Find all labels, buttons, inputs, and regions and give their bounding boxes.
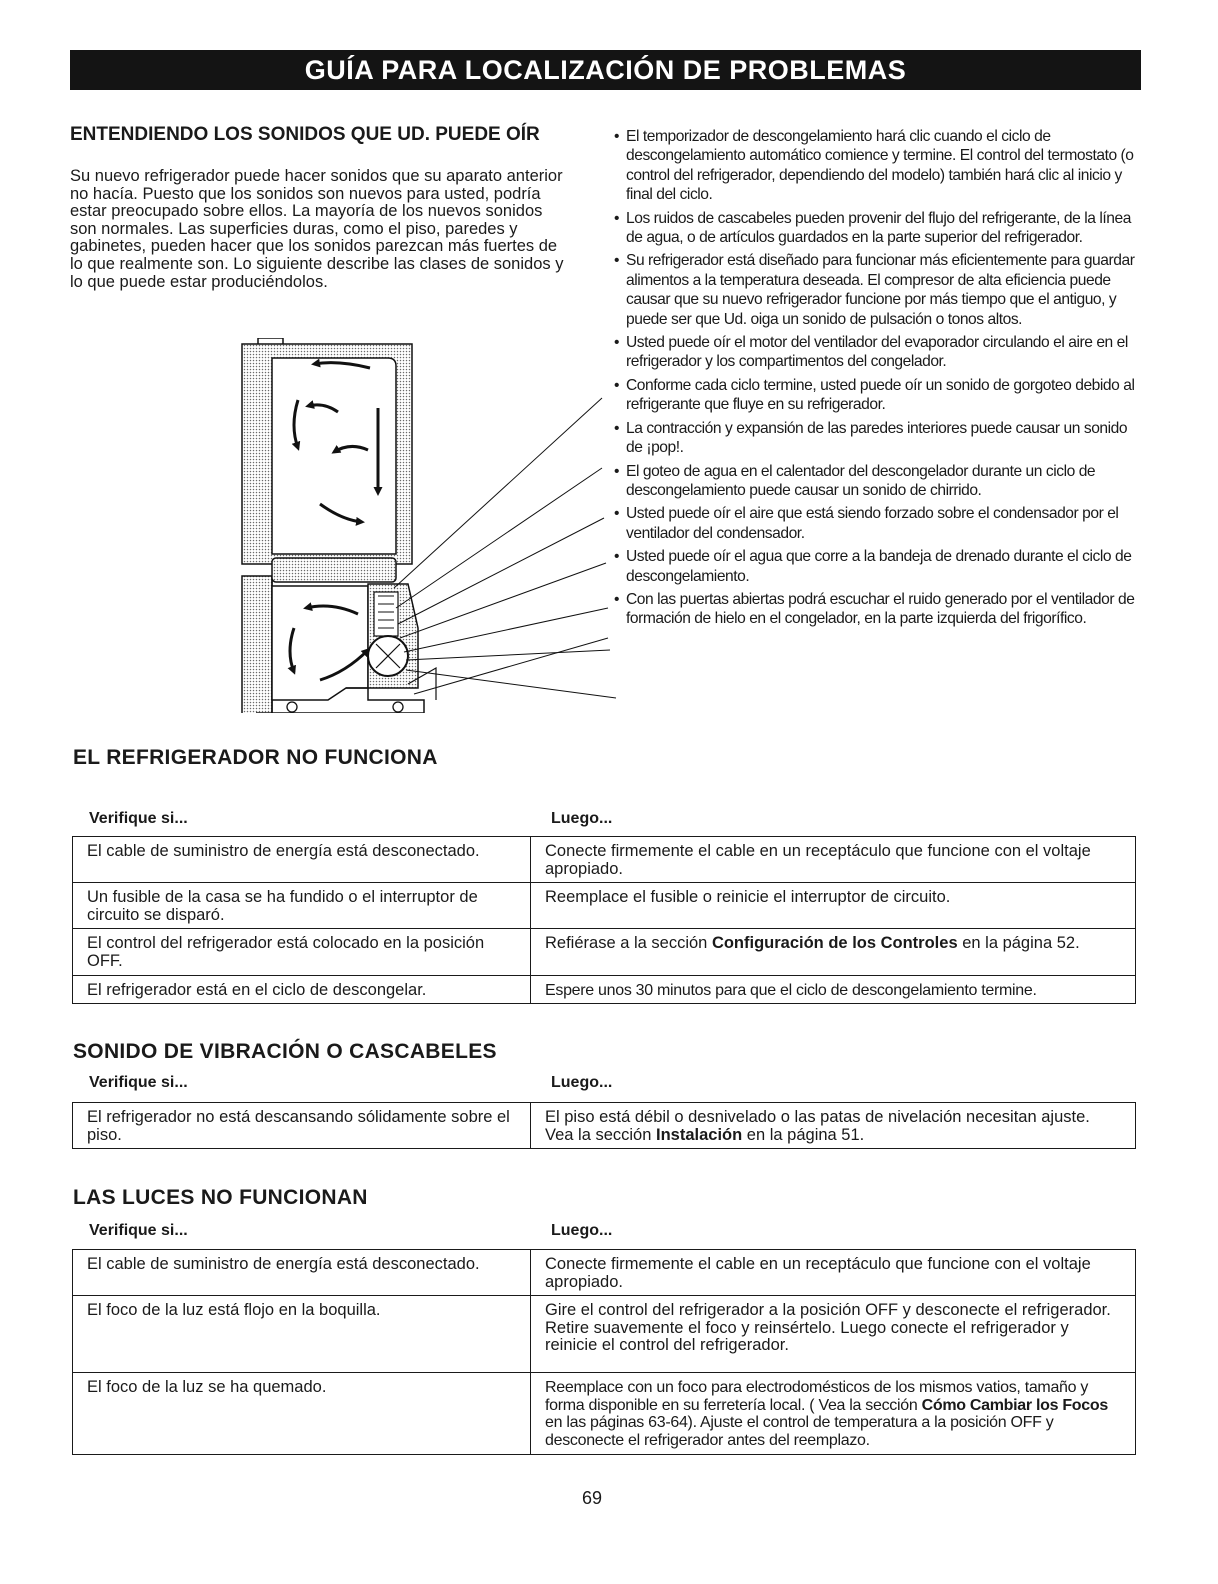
then-cell: El piso está débil o desnivelado o las patas de nivelación necesitan ajuste. Vea la sección Instalación en la página 51. [531,1103,1136,1149]
page-banner: GUÍA PARA LOCALIZACIÓN DE PROBLEMAS [70,50,1141,90]
then-cell: Conecte firmemente el cable en un receptáculo que funcione con el voltaje apropiado. [531,1250,1136,1296]
sound-item: • La contracción y expansión de las paredes interiores puede causar un sonido de ¡pop!. [614,419,1128,457]
vibration-table [72,1102,1136,1149]
sound-item: • Usted puede oír el motor del ventilador del evaporador circulando el aire en el refrigerador y los compartimentos del congelador. [614,334,1128,371]
table-row [73,1250,1136,1296]
then-cell: Gire el control del refrigerador a la posición OFF y desconecte el refrigerador. Retire suavemente el foco y reinsértelo. Luego conecte el refrigerador y reinicie el control del refrigerador. [531,1296,1136,1373]
check-column-header: Verifique si... [89,1074,188,1091]
table-row [73,1373,1136,1454]
then-cell: Espere unos 30 minutos para que el ciclo de descongelamiento termine. [531,975,1136,1004]
check-cell: El refrigerador está en el ciclo de descongelar. [73,975,531,1004]
sound-item: • Usted puede oír el aire que está siendo forzado sobre el condensador por el ventilador del condensador. [614,505,1119,542]
sounds-section-title: ENTENDIENDO LOS SONIDOS QUE UD. PUEDE OÍR [70,124,540,145]
lights-table [72,1249,1136,1455]
sound-item: • Usted puede oír el agua que corre a la bandeja de drenado durante el ciclo de descongelamiento. [614,548,1132,585]
check-column-header: Verifique si... [89,1222,188,1239]
sound-item: • Los ruidos de cascabeles pueden provenir del flujo del refrigerante, de la línea de agua, o de artículos guardados en la parte superior del refrigerador. [614,209,1131,247]
table-row [73,1296,1136,1373]
sounds-intro-paragraph: Su nuevo refrigerador puede hacer sonidos que su aparato anterior no hacía. Puesto que los sonidos son nuevos para usted, podría estar preocupado sobre ellos. La mayoría de los nuevos sonidos son normales. Las superficies duras, como el piso, paredes y gabinetes, pueden hacer que los sonidos parezcan más fuertes de lo que realmente son. Lo siguiente describe las clases de sonidos y lo que puede estar produciéndolos. [70,167,564,291]
check-cell: El cable de suministro de energía está desconectado. [73,1250,531,1296]
table-row [73,837,1136,883]
check-cell: El foco de la luz se ha quemado. [73,1373,531,1454]
table-row [73,929,1136,975]
check-cell: El refrigerador no está descansando sólidamente sobre el piso. [73,1103,531,1149]
sound-item: • Su refrigerador está diseñado para funcionar más eficientemente para guardar alimentos a la temperatura deseada. El compresor de alta eficiencia puede causar que su nuevo refrigerador funcione por más tiempo que el antiguo, y puede ser que Ud. oiga un sonido de pulsación o tonos altos. [614,252,1135,328]
leader-lines [394,398,616,698]
sound-item: • El temporizador de descongelamiento hará clic cuando el ciclo de descongelamiento automático comience y termine. El control del termostato (o control del refrigerador, dependiendo del modelo) también hará clic al inicio y final del ciclo. [614,128,1134,204]
sound-item: • Con las puertas abiertas podrá escuchar el ruido generado por el ventilador de formación de hielo en el congelador, en la parte izquierda del frigorífico. [614,590,1135,628]
sound-item: • Conforme cada ciclo termine, usted puede oír un sonido de gorgoteo debido al refrigerante que fluye en su refrigerador. [614,376,1135,414]
sound-item: • El goteo de agua en el calentador del descongelador durante un ciclo de descongelamiento puede causar un sonido de chirrido. [614,462,1096,499]
table-row [73,883,1136,929]
vibration-title: SONIDO DE VIBRACIÓN O CASCABELES [73,1040,497,1063]
not-working-title: EL REFRIGERADOR NO FUNCIONA [73,746,438,769]
cabinet-outline [242,338,436,713]
table-row [73,975,1136,1004]
check-cell: El foco de la luz está flojo en la boquilla. [73,1296,531,1373]
sound-list [612,127,1142,633]
then-column-header: Luego... [551,1222,613,1239]
then-cell: Refiérase a la sección Configuración de los Controles en la página 52. [531,929,1136,975]
not-working-table [72,836,1136,1004]
check-cell: Un fusible de la casa se ha fundido o el interruptor de circuito se disparó. [73,883,531,929]
then-column-header: Luego... [551,810,613,827]
lights-title: LAS LUCES NO FUNCIONAN [73,1186,368,1209]
then-cell: Reemplace el fusible o reinicie el interruptor de circuito. [531,883,1136,929]
page-number: 69 [582,1488,603,1508]
then-cell: Conecte firmemente el cable en un receptáculo que funcione con el voltaje apropiado. [531,837,1136,883]
check-cell: El cable de suministro de energía está desconectado. [73,837,531,883]
table-row [73,1103,1136,1149]
then-column-header: Luego... [551,1074,613,1091]
check-cell: El control del refrigerador está colocado en la posición OFF. [73,929,531,975]
refrigerator-diagram [228,338,628,713]
then-cell: Reemplace con un foco para electrodomésticos de los mismos vatios, tamaño y forma disponible en su ferretería local. ( Vea la sección Cómo Cambiar los Focos en las páginas 63-64). Ajuste el control de temperatura a la posición OFF y desconecte el refrigerador antes del reemplazo. [531,1373,1136,1454]
check-column-header: Verifique si... [89,810,188,827]
